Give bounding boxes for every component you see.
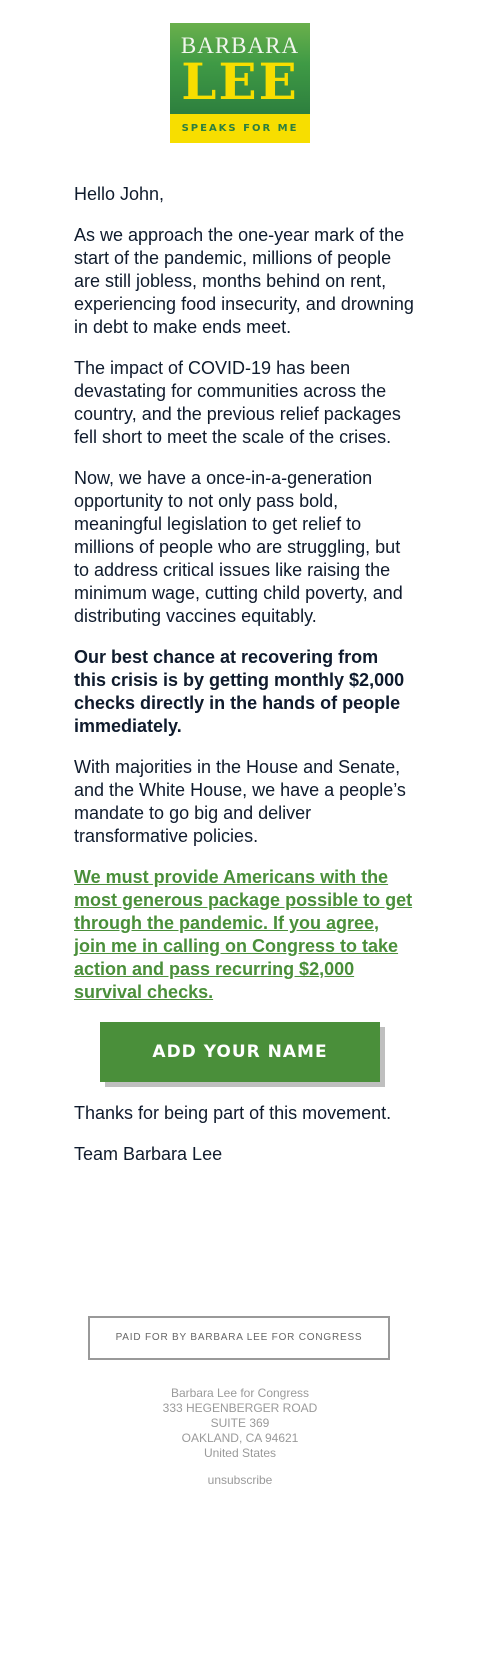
- body-paragraph-2: The impact of COVID-19 has been devastating for communities across the country, and the previous relief packages fell short to meet the scale of the crises.: [74, 358, 401, 447]
- paid-for-disclaimer: PAID FOR BY BARBARA LEE FOR CONGRESS: [88, 1316, 390, 1360]
- greeting: Hello John,: [74, 184, 165, 204]
- footer-city: OAKLAND, CA 94621: [181, 1431, 299, 1445]
- cta-button-wrap: [100, 1022, 380, 1082]
- footer-country: United States: [203, 1446, 277, 1460]
- cta-paragraph: [74, 866, 414, 1004]
- campaign-logo: [170, 23, 310, 143]
- add-your-name-button[interactable]: ADD YOUR NAME: [100, 1022, 380, 1082]
- cta-link[interactable]: We must provide Americans with the most generous package possible to get through the pandemic. If you agree, join me in calling on Congress to take action and pass recurring $2,000 survival checks.: [74, 867, 413, 1002]
- footer-org: Barbara Lee for Congress: [170, 1386, 310, 1400]
- email-body: [74, 183, 414, 1184]
- footer-street: 333 HEGENBERGER ROAD: [162, 1401, 318, 1415]
- bold-paragraph: Our best chance at recovering from this crisis is by getting monthly $2,000 checks directly in the hands of people immediately.: [74, 647, 405, 736]
- logo-name-block: [170, 23, 310, 114]
- body-paragraph-3: Now, we have a once-in-a-generation opportunity to not only pass bold, meaningful legislation to get relief to millions of people who are struggling, but to address critical issues like raising the minimum wage, cutting child poverty, and distributing vaccines equitably.: [74, 468, 403, 626]
- logo-last-name: LEE: [181, 52, 299, 111]
- mandate-paragraph: With majorities in the House and Senate, and the White House, we have a people’s mandate to go big and deliver transformative policies.: [74, 757, 406, 846]
- logo-tagline: SPEAKS FOR ME: [170, 114, 310, 143]
- unsubscribe-link[interactable]: unsubscribe: [207, 1473, 273, 1487]
- logo-first-name: BARBARA: [180, 33, 300, 58]
- thanks-line: Thanks for being part of this movement.: [74, 1103, 392, 1123]
- footer-suite: SUITE 369: [210, 1416, 270, 1430]
- body-paragraph-1: As we approach the one-year mark of the start of the pandemic, millions of people are still jobless, months behind on rent, experiencing food insecurity, and drowning in debt to make ends meet.: [74, 225, 414, 337]
- footer-address: [0, 1386, 480, 1488]
- signature: Team Barbara Lee: [74, 1144, 223, 1164]
